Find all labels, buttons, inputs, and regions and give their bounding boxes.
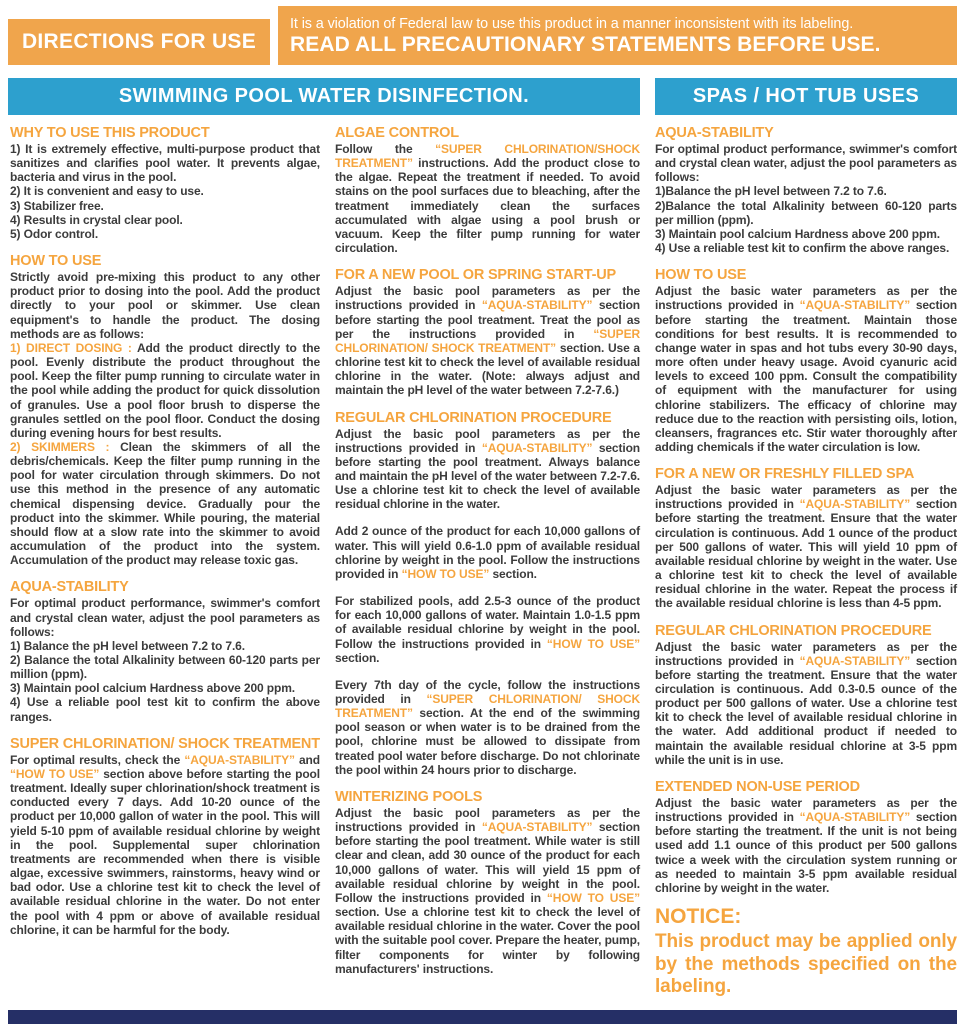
cross-reference-text: “HOW TO USE” [10, 766, 100, 781]
body-text: 2)Balance the total Alkalinity between 60-120 parts per million (ppm). [655, 198, 957, 227]
body-text: 4) Results in crystal clear pool. [10, 212, 183, 227]
directions-title-text: DIRECTIONS FOR USE [21, 30, 257, 53]
paragraph [10, 227, 320, 241]
cross-reference-text: “AQUA-STABILITY” [799, 810, 911, 825]
body-text: Follow the [335, 142, 436, 156]
body-text: 3) Maintain pool calcium Hardness above 200 ppm. [655, 226, 940, 241]
paragraph [335, 806, 640, 976]
body-text: Adjust the basic pool parameters as per the instructions provided in [335, 284, 640, 313]
body-text: For optimal results, check the [10, 752, 185, 767]
section-heading: WHY TO USE THIS PRODUCT [10, 125, 210, 141]
column-pool-right [335, 125, 640, 1011]
paragraph [10, 440, 320, 567]
cross-reference-text: “HOW TO USE” [401, 566, 490, 581]
body-text: This product may be applied only by the methods specified on the labeling. [655, 931, 957, 998]
paragraph [10, 695, 320, 723]
paragraph [655, 241, 957, 255]
body-text: For optimal product performance, swimmer's comfort and crystal clean water, adjust the pool parameters as follows: [10, 596, 320, 639]
paragraph [335, 284, 640, 397]
paragraph [335, 678, 640, 777]
precautionary-statement-line: READ ALL PRECAUTIONARY STATEMENTS BEFORE USE. [290, 32, 881, 56]
body-text: section before starting the treatment. Ensure that the water circulation is continuous. Add 1 ounce of the product per 500 gallons of water. This will yield 10 ppm of available residual chlorine by weight in the water. Use a chlorine test kit to check the level of available residual chlorine in the water. Repeat the process if the available residual chlorine is less than 4-5 ppm. [655, 497, 957, 611]
body-text: 4) Use a reliable test kit to confirm the above ranges. [655, 241, 950, 256]
text-section [335, 789, 640, 976]
body-text: section before starting the pool treatment. Always balance and maintain the pH level of the water between 7.2-7.6. Use a chlorine test kit to check the level of available residual chlorine in the water. [335, 440, 640, 512]
paragraph [10, 199, 320, 213]
paragraph [10, 639, 320, 653]
section-heading: REGULAR CHLORINATION PROCEDURE [335, 409, 612, 426]
body-text: instructions. Add the product close to the algae. Repeat the treatment if needed. To avoid stains on the pool surfaces due to bleaching, after the treatment immediately clean the surfaces accumulated with algae using a pool brush or vacuum. Keep the filter pump running for water circulation. [335, 156, 640, 256]
body-text: 3) Stabilizer free. [10, 198, 104, 213]
text-section [655, 779, 957, 895]
body-text: section before starting the pool treatment. Treat the pool as per the instructions provided in [335, 298, 640, 341]
body-text: For optimal product performance, swimmer's comfort and crystal clean water, adjust the pool parameters as follows: [655, 142, 957, 185]
paragraph [655, 931, 957, 999]
body-text: 1)Balance the pH level between 7.2 to 7.6. [655, 184, 887, 199]
body-text: 1) It is extremely effective, multi-purpose product that sanitizes and clarifies pool water. It prevents algae, bacteria and virus in the pool. [10, 142, 320, 185]
section-heading: REGULAR CHLORINATION PROCEDURE [655, 622, 932, 639]
cross-reference-text: “SUPER CHLORINATION/ SHOCK TREATMENT” [335, 692, 640, 721]
body-text: Adjust the basic water parameters as per the instructions provided in [655, 483, 957, 512]
section-heading: WINTERIZING POOLS [335, 788, 483, 805]
section-heading: NOTICE: [655, 905, 742, 929]
spa-section-title: SPAS / HOT TUB USES [692, 85, 920, 107]
paragraph [10, 341, 320, 440]
paragraph [10, 142, 320, 184]
body-text: Add 2 ounce of the product for each 10,000 gallons of water. This will yield 0.6-1.0 ppm of available residual chlorine by weight in the pool. Follow the instructions provided in [335, 524, 640, 581]
body-text: Adjust the basic water parameters as per the instructions provided in [655, 284, 957, 313]
body-text: 2) It is convenient and easy to use. [10, 184, 204, 199]
body-text: 4) Use a reliable pool test kit to confirm the above ranges. [10, 695, 320, 724]
cross-reference-text: “AQUA-STABILITY” [481, 440, 593, 455]
body-text: section before starting the treatment. Ensure that the water circulation is continuous. Add 0.3-0.5 ounce of the product per 500 gallons of water. Use a chlorine test kit to check the level of available residual chlorine in the water. Add additional product if needed to maintain the available residual chlorine at 3-5 ppm while the unit is in use. [655, 653, 957, 767]
cross-reference-text: 2) SKIMMERS : [10, 439, 121, 454]
section-heading: FOR A NEW OR FRESHLY FILLED SPA [655, 466, 915, 483]
cross-reference-text: “AQUA-STABILITY” [481, 298, 593, 313]
body-text: Strictly avoid pre-mixing this product to any other product prior to dosing into the pool. Add the product directly to your pool or skimmer. Use clean equipment's to handle the product. The dosing methods are as follows: [10, 270, 320, 341]
body-text: Clean the skimmers of all the debris/chemicals. Keep the filter pump running in the pool for water circulation through skimmers. Do not use this method in the presence of any automatic chemical dispensing device. Gradually pour the product into the skimmer. While pouring, the material should flow at a slow rate into the skimmer to avoid accumulation of the product into the system. Accumulation of the product may release toxic gas. [10, 439, 320, 568]
body-text: section. [335, 650, 380, 665]
section-heading: EXTENDED NON-USE PERIOD [655, 778, 860, 795]
body-text: Adjust the basic water parameters as per the instructions provided in [655, 795, 957, 825]
paragraph [335, 594, 640, 665]
column-spa [655, 125, 957, 1011]
text-section [10, 579, 320, 723]
body-text: section. [489, 566, 537, 581]
text-section [10, 253, 320, 567]
body-text: section. Use a chlorine test kit to check the level of available residual chlorine in the water. (Note: always adjust and maintain the pH level of the water between 7.2-7.6.) [335, 340, 640, 398]
text-section [655, 466, 957, 610]
body-text: and [294, 752, 320, 767]
text-section [335, 125, 640, 255]
federal-law-notice [278, 6, 957, 65]
bottom-navy-rule [8, 1010, 957, 1024]
paragraph [10, 681, 320, 695]
text-section [335, 410, 640, 777]
section-heading: AQUA-STABILITY [10, 579, 129, 596]
body-text: Adjust the basic water parameters as per the instructions provided in [655, 639, 957, 668]
paragraph [655, 227, 957, 241]
section-heading: HOW TO USE [655, 267, 747, 284]
federal-law-line: It is a violation of Federal law to use this product in a manner inconsistent with its labeling. [290, 15, 854, 32]
section-heading: HOW TO USE [10, 253, 102, 270]
spa-section-header-bar [655, 78, 957, 115]
paragraph [10, 596, 320, 638]
text-section [655, 267, 957, 454]
cross-reference-text: “AQUA-STABILITY” [184, 752, 295, 767]
cross-reference-text: “AQUA-STABILITY” [481, 820, 593, 835]
body-text: 2) Balance the total Alkalinity between 60-120 parts per million (ppm). [10, 653, 320, 682]
body-text: 3) Maintain pool calcium Hardness above 200 ppm. [10, 681, 295, 696]
body-text: For stabilized pools, add 2.5-3 ounce of the product for each 10,000 gallons of water. Maintain 1.0-1.5 ppm of available residual chlorine by weight in the pool. Follow the instructions provided in [335, 594, 640, 651]
body-text: section above before starting the pool treatment. Ideally super chlorination/shock treatment is conducted every 7 days. Add 10-20 ounce of the product per 10,000 gallon of water in the pool. This will yield 5-10 ppm of available residual chlorine by weight in the pool. Supplemental super chlorination treatments are recommended when there is visible algae, excessive swimmers, rainstorms, heavy wind or bad odor. Use a chlorine test kit to check the level of available residual chlorine in the water. Do not enter the pool with 4 ppm or above of available residual chlorine, it can be harmful for the body. [10, 766, 320, 937]
paragraph [335, 427, 640, 512]
section-heading: AQUA-STABILITY [655, 125, 774, 141]
text-section [655, 125, 957, 255]
paragraph [655, 199, 957, 227]
column-pool-left [10, 125, 320, 1011]
text-section [10, 736, 320, 937]
text-section [335, 267, 640, 397]
body-text: section before starting the treatment. If the unit is not being used add 1.1 ounce of this product per 500 gallons twice a week with the circulation system running or as needed to maintain 3-5 ppm available residual chlorine by weight in the water. [655, 810, 957, 895]
cross-reference-text: “AQUA-STABILITY” [799, 298, 911, 313]
pool-section-header-bar [8, 78, 640, 115]
cross-reference-text: “AQUA-STABILITY” [799, 497, 911, 512]
directions-for-use-title [8, 19, 270, 65]
text-section [10, 125, 320, 241]
paragraph [655, 640, 957, 767]
cross-reference-text: “SUPER CHLORINATION/ SHOCK TREATMENT” [335, 326, 640, 355]
body-text: section before starting the pool treatment. While water is still clear and clean, add 30 ounce of the product for each 10,000 gallons of water. This will yield 15 ppm of available residual chlorine by weight in the pool. Follow the instructions provided in [335, 820, 640, 905]
body-text: section. Use a chlorine test kit to check the level of available residual chlorine in the water. Cover the pool with the suitable pool cover. Prepare the heater, pump, filter components for winter by following manufacturers' instructions. [335, 905, 640, 976]
body-text: Add the product directly to the pool. Evenly distribute the product throughout the pool. Keep the filter pump running to circulate water in the pool while adding the product for quick dissolution of granules. Use a pool floor brush to disperse the granules settled on the pool floor. Conduct the dosing during evening hours for best results. [10, 340, 321, 440]
pool-section-title: SWIMMING POOL WATER DISINFECTION. [118, 85, 530, 107]
paragraph [655, 796, 957, 895]
paragraph [655, 184, 957, 198]
text-section [655, 623, 957, 767]
paragraph [335, 524, 640, 581]
paragraph [10, 213, 320, 227]
cross-reference-text: 1) DIRECT DOSING : [10, 340, 137, 355]
cross-reference-text: “SUPER CHLORINATION/SHOCK TREATMENT” [335, 142, 641, 171]
body-text: Adjust the basic pool parameters as per the instructions provided in [335, 426, 640, 455]
paragraph [655, 142, 957, 184]
section-heading: ALGAE CONTROL [335, 125, 459, 141]
body-text: Every 7th day of the cycle, follow the instructions provided in [335, 677, 640, 706]
body-text: 5) Odor control. [10, 226, 99, 241]
paragraph [655, 483, 957, 610]
body-text: 1) Balance the pH level between 7.2 to 7.6. [10, 638, 245, 653]
cross-reference-text: “HOW TO USE” [546, 636, 640, 651]
paragraph [655, 284, 957, 454]
paragraph [10, 184, 320, 198]
content-columns [10, 125, 957, 1011]
body-text: section before starting the treatment. Maintain those conditions for best results. It is recommended to change water in spas and hot tubs every 30-90 days, more often under heavy usage. Avoid cyanuric acid levels to exceed 100 ppm. Consult the compatibility of equipment with the manufacturer for using chlorine stabilizers. The efficacy of chlorine may reduce due to the reaction with persisting oils, lotion, cleansers, fragrances etc. Stir water thoroughly after adding chemicals if the water circulation is low. [655, 298, 957, 454]
paragraph [335, 142, 640, 255]
section-heading: FOR A NEW POOL OR SPRING START-UP [335, 267, 616, 284]
notice-section [655, 905, 957, 999]
cross-reference-text: “HOW TO USE” [546, 890, 640, 905]
cross-reference-text: “AQUA-STABILITY” [799, 653, 911, 668]
body-text: section. At the end of the swimming pool season or when water is to be drained from the pool, chlorine must be allowed to dissipate from treated pool water before discharge. Do not chlorinate the pool within 24 hours prior to discharge. [335, 706, 640, 777]
paragraph [10, 753, 320, 937]
paragraph [10, 270, 320, 341]
section-heading: SUPER CHLORINATION/ SHOCK TREATMENT [10, 735, 320, 752]
body-text: Adjust the basic pool parameters as per the instructions provided in [335, 805, 640, 835]
paragraph [10, 653, 320, 681]
